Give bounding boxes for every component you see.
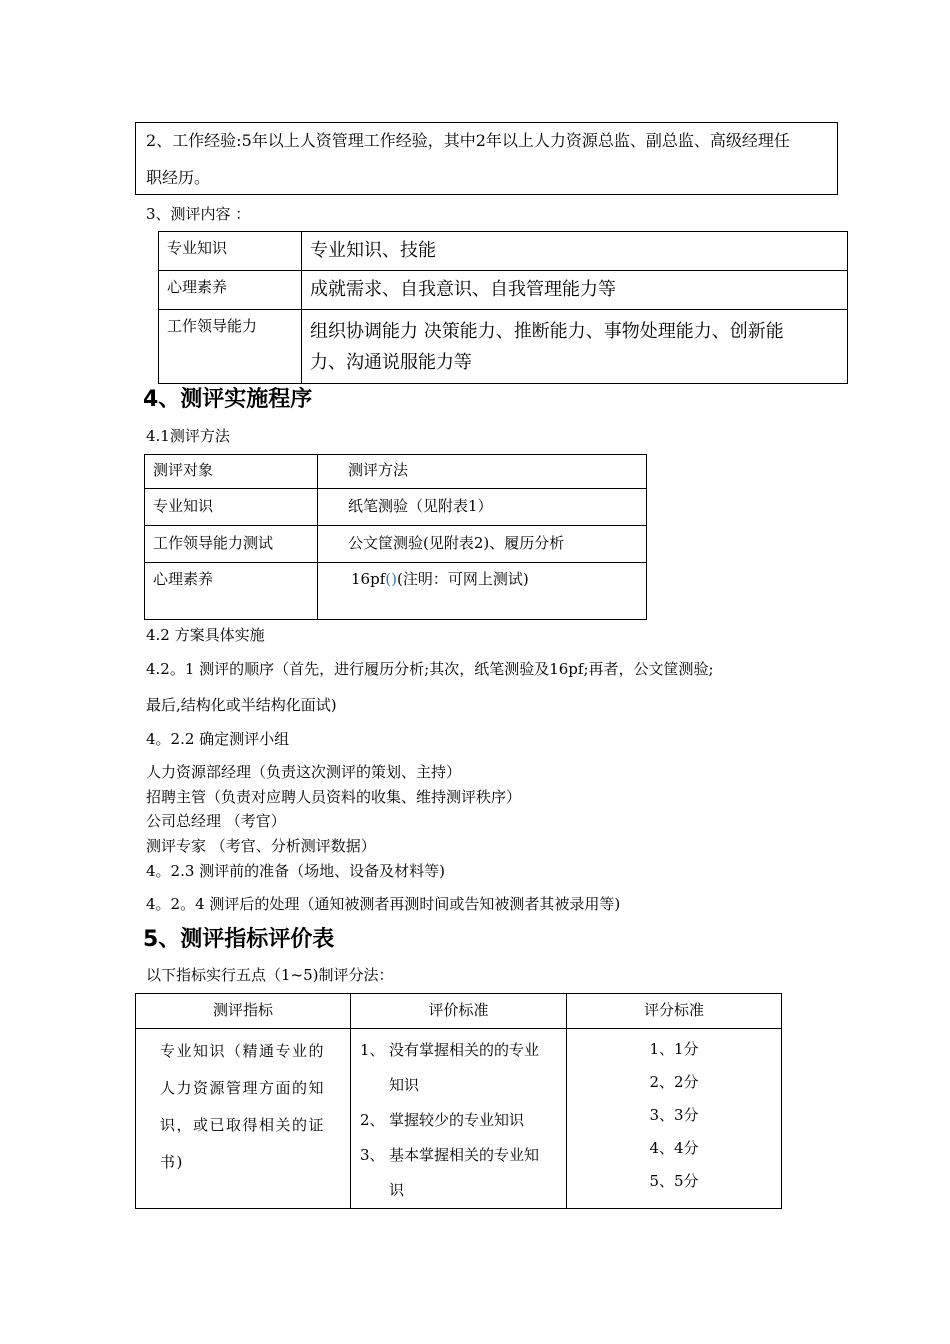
score-item: 1、1分 bbox=[649, 1040, 699, 1058]
section5-heading: 5、测评指标评价表 bbox=[143, 927, 335, 952]
method-header-object: 测评对象 bbox=[153, 461, 214, 479]
member-item: 人力资源部经理（负责这次测评的策划、主持） bbox=[146, 763, 462, 781]
criteria-text: 没有掌握相关的的专业 bbox=[389, 1041, 540, 1059]
member-item: 测评专家 （考官、分析测评数据） bbox=[146, 837, 376, 855]
criteria-number: 1、 bbox=[360, 1041, 385, 1059]
score-item: 5、5分 bbox=[649, 1172, 699, 1190]
criteria-item-cont: 识 bbox=[389, 1181, 405, 1199]
method-parens: () bbox=[385, 570, 397, 588]
content-row-text-cont: 力、沟通说服能力等 bbox=[310, 352, 472, 373]
content-row-text: 组织协调能力 决策能力、推断能力、事物处理能力、创新能 bbox=[310, 321, 784, 342]
criteria-item bbox=[360, 1138, 566, 1173]
member-item: 公司总经理 （考官） bbox=[146, 812, 286, 830]
paragraph-4-2-4: 4。2。4 测评后的处理（通知被测者再测时间或告知被测者其被录用等) bbox=[146, 895, 621, 913]
paragraph-4-2-3: 4。2.3 测评前的准备（场地、设备及材料等) bbox=[146, 862, 446, 880]
score-item: 3、3分 bbox=[649, 1106, 699, 1124]
work-experience-line-1: 2、工作经验:5年以上人资管理工作经验，其中2年以上人力资源总监、副总监、高级经理任 bbox=[146, 131, 790, 150]
method-row-object: 专业知识 bbox=[153, 497, 214, 515]
criteria-number: 3、 bbox=[360, 1146, 385, 1164]
paragraph-4-2-2: 4。2.2 确定测评小组 bbox=[146, 730, 290, 748]
section3-title: 3、测评内容 ： bbox=[146, 205, 251, 223]
indicator-table bbox=[135, 993, 782, 1209]
score-item: 4、4分 bbox=[649, 1139, 699, 1157]
method-row-object: 工作领导能力测试 bbox=[153, 534, 274, 552]
section4-heading: 4、测评实施程序 bbox=[143, 387, 313, 412]
criteria-item bbox=[360, 1103, 566, 1138]
criteria-text: 掌握较少的专业知识 bbox=[389, 1111, 525, 1129]
method-row-object: 心理素养 bbox=[153, 570, 214, 588]
paragraph-4-2-1-cont: 最后,结构化或半结构化面试) bbox=[146, 696, 337, 714]
method-16pf: 16pf bbox=[351, 570, 386, 588]
content-row-label: 心理素养 bbox=[167, 278, 228, 296]
indicator-line: 书) bbox=[160, 1153, 184, 1171]
content-table bbox=[158, 231, 848, 384]
section4-2-title: 4.2 方案具体实施 bbox=[146, 626, 265, 644]
method-table bbox=[144, 454, 647, 620]
criteria-text: 基本掌握相关的专业知 bbox=[389, 1146, 540, 1164]
member-item: 招聘主管（负责对应聘人员资料的收集、维持测评秩序） bbox=[146, 788, 522, 806]
method-row-method: 纸笔测验（见附表1） bbox=[348, 497, 493, 515]
content-row-text: 专业知识、技能 bbox=[310, 240, 436, 261]
score-list bbox=[567, 1029, 781, 1198]
indicator-line: 专业知识（精通专业的 bbox=[160, 1042, 326, 1060]
paragraph-4-2-1: 4.2。1 测评的顺序（首先，进行履历分析;其次，纸笔测验及16pf;再者，公文筐测验; bbox=[146, 660, 714, 678]
indicator-header-2: 评价标准 bbox=[428, 1001, 489, 1019]
content-row-label: 专业知识 bbox=[167, 239, 228, 257]
criteria-list bbox=[351, 1029, 566, 1208]
content-row-text: 成就需求、自我意识、自我管理能力等 bbox=[310, 279, 616, 300]
criteria-item bbox=[360, 1033, 566, 1068]
indicator-line: 人力资源管理方面的知 bbox=[160, 1079, 326, 1097]
indicator-header-1: 测评指标 bbox=[212, 1001, 273, 1019]
work-experience-line-2: 职经历。 bbox=[146, 168, 211, 187]
content-row-label: 工作领导能力 bbox=[167, 317, 258, 335]
section5-intro: 以下指标实行五点（1~5)制评分法： bbox=[146, 966, 394, 984]
indicator-line: 识，或已取得相关的证 bbox=[160, 1116, 326, 1134]
criteria-number: 2、 bbox=[360, 1111, 385, 1129]
indicator-header-3: 评分标准 bbox=[643, 1001, 704, 1019]
method-row-method: 公文筐测验(见附表2)、履历分析 bbox=[348, 534, 565, 552]
criteria-item-cont: 知识 bbox=[389, 1076, 420, 1094]
indicator-description bbox=[136, 1029, 350, 1181]
method-header-method: 测评方法 bbox=[348, 461, 409, 479]
method-note: (注明：可网上测试) bbox=[396, 570, 529, 588]
section4-1-title: 4.1测评方法 bbox=[146, 427, 230, 445]
score-item: 2、2分 bbox=[649, 1073, 699, 1091]
method-row-method bbox=[318, 563, 646, 589]
